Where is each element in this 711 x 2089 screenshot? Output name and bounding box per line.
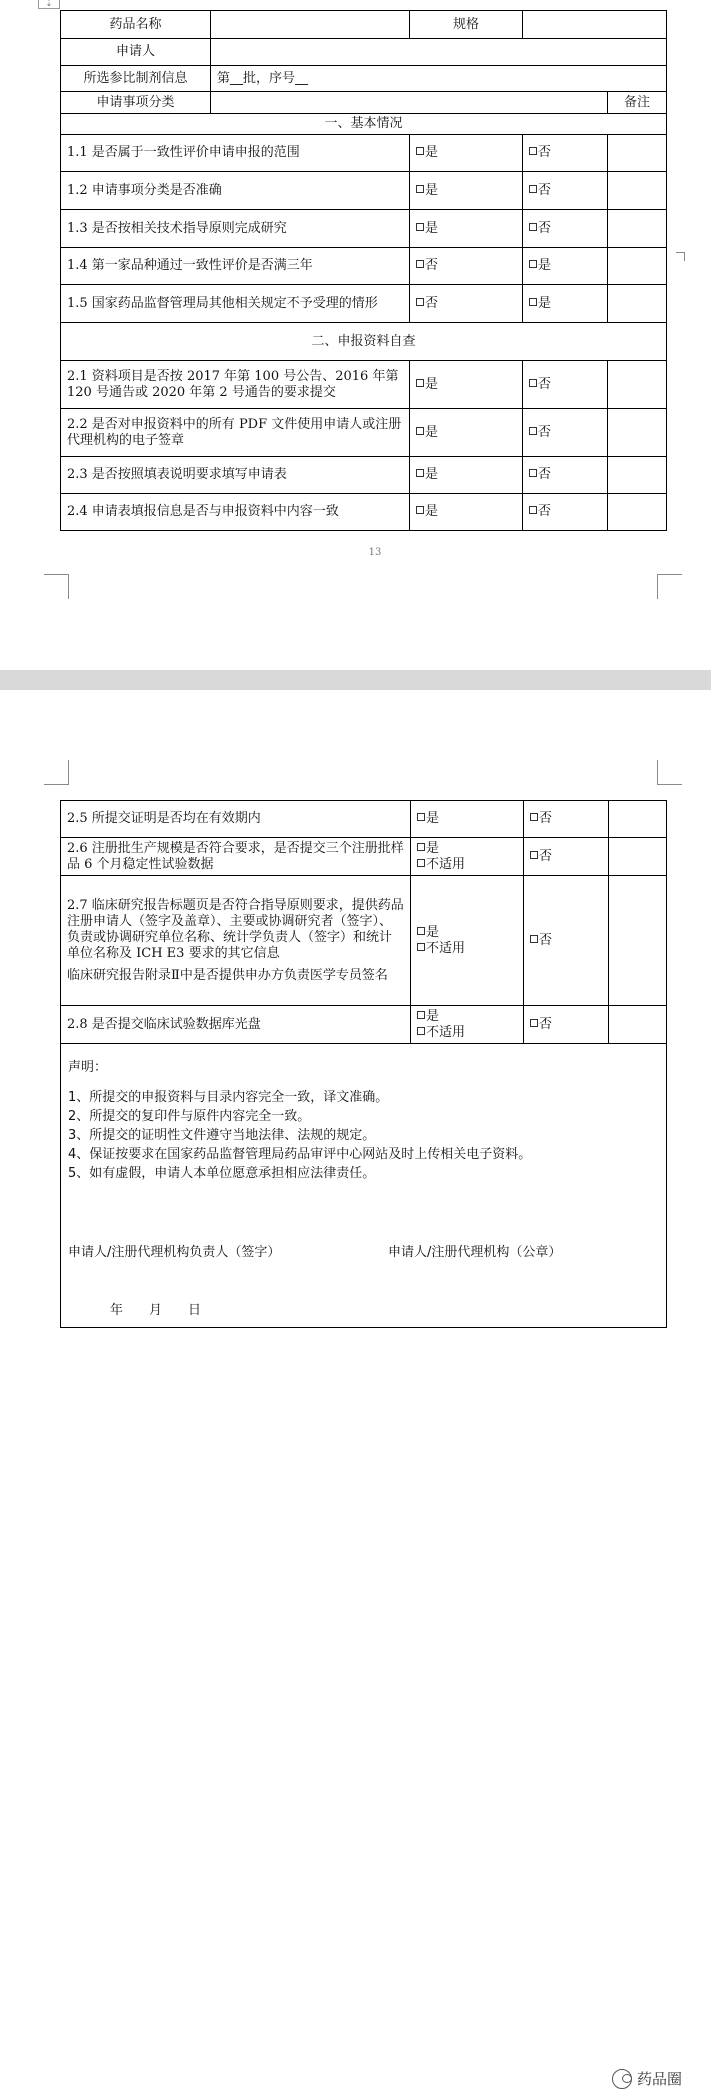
question-2-7-appendix: 临床研究报告附录Ⅱ中是否提供申办方负责医学专员签名 bbox=[67, 967, 388, 983]
question-2-4: 2.4 申请表填报信息是否与申报资料中内容一致 bbox=[61, 494, 410, 531]
checkbox-yes[interactable]: 是 bbox=[410, 457, 523, 494]
reference-label: 所选参比制剂信息 bbox=[61, 66, 211, 92]
crop-mark bbox=[44, 574, 69, 599]
checkbox-yes[interactable]: 是 bbox=[410, 409, 523, 457]
table-anchor-icon[interactable]: ⇣ bbox=[38, 0, 60, 9]
question-2-5: 2.5 所提交证明是否均在有效期内 bbox=[61, 801, 411, 838]
signature-label-right: 申请人/注册代理机构（公章） bbox=[388, 1245, 562, 1260]
crop-mark bbox=[657, 574, 682, 599]
checkbox-icon bbox=[416, 223, 424, 231]
declaration-item: 2、所提交的复印件与原件内容完全一致。 bbox=[68, 1109, 311, 1124]
checkbox-no[interactable]: 否 bbox=[524, 876, 609, 1006]
remark-cell[interactable] bbox=[608, 409, 667, 457]
question-1-5: 1.5 国家药品监督管理局其他相关规定不予受理的情形 bbox=[61, 285, 410, 323]
drug-name-value[interactable] bbox=[211, 11, 410, 39]
remark-cell[interactable] bbox=[609, 1006, 667, 1044]
checkbox-icon bbox=[530, 813, 538, 821]
watermark-text: 药品圈 bbox=[637, 2070, 683, 2088]
question-2-7-text: 2.7 临床研究报告标题页是否符合指导原则要求，提供药品注册申请人（签字及盖章）、主要或协调研究者（签字）、负责或协调研究单位名称、统计学负责人（签字）和统计单位名称及 ICH E3 要求的其它信息 bbox=[67, 897, 404, 961]
checkbox-icon bbox=[417, 843, 425, 851]
checkbox-icon bbox=[529, 223, 537, 231]
checkbox-icon bbox=[417, 943, 425, 951]
checkbox-icon bbox=[417, 859, 425, 867]
remark-cell[interactable] bbox=[609, 876, 667, 1006]
date-field[interactable]: 年 月 日 bbox=[110, 1303, 202, 1318]
checkbox-yes[interactable]: 是 bbox=[410, 361, 523, 409]
question-1-2: 1.2 申请事项分类是否准确 bbox=[61, 172, 410, 210]
remark-cell[interactable] bbox=[609, 801, 667, 838]
declaration-item: 5、如有虚假，申请人本单位愿意承担相应法律责任。 bbox=[68, 1166, 376, 1181]
checkbox-no[interactable]: 否 bbox=[523, 494, 608, 531]
section2-title: 二、申报资料自查 bbox=[61, 323, 667, 361]
applicant-value[interactable] bbox=[211, 39, 667, 66]
checkbox-no[interactable]: 否 bbox=[410, 248, 523, 285]
checkbox-no[interactable]: 否 bbox=[524, 1006, 609, 1044]
table-row bbox=[61, 409, 667, 457]
remark-cell[interactable] bbox=[608, 361, 667, 409]
table-row bbox=[61, 172, 667, 210]
checkbox-icon bbox=[529, 298, 537, 306]
table-row bbox=[61, 494, 667, 531]
crop-mark bbox=[676, 252, 685, 261]
spec-label: 规格 bbox=[410, 11, 523, 39]
watermark bbox=[612, 2068, 682, 2089]
signature-row bbox=[68, 1245, 659, 1265]
section1-title: 一、基本情况 bbox=[61, 114, 667, 135]
application-form-table-continued bbox=[60, 800, 667, 1328]
checkbox-icon bbox=[529, 506, 537, 514]
wechat-icon bbox=[612, 2069, 632, 2089]
table-row bbox=[61, 876, 667, 1006]
page-number: 13 bbox=[368, 547, 382, 558]
remark-cell[interactable] bbox=[608, 285, 667, 323]
crop-mark bbox=[44, 760, 69, 785]
checkbox-yes[interactable]: 是 bbox=[523, 285, 608, 323]
checkbox-no[interactable]: 否 bbox=[523, 135, 608, 172]
remark-cell[interactable] bbox=[608, 135, 667, 172]
table-row bbox=[61, 248, 667, 285]
remark-cell[interactable] bbox=[608, 494, 667, 531]
checkbox-icon bbox=[529, 185, 537, 193]
checkbox-icon bbox=[529, 469, 537, 477]
checkbox-icon bbox=[530, 1019, 538, 1027]
question-1-3: 1.3 是否按相关技术指导原则完成研究 bbox=[61, 210, 410, 248]
checkbox-icon bbox=[417, 1011, 425, 1019]
checkbox-yes[interactable]: 是 bbox=[410, 135, 523, 172]
category-label: 申请事项分类 bbox=[61, 92, 211, 114]
application-form-table bbox=[60, 10, 667, 531]
spec-value[interactable] bbox=[523, 11, 667, 39]
remark-cell[interactable] bbox=[608, 172, 667, 210]
checkbox-icon bbox=[416, 469, 424, 477]
remark-label: 备注 bbox=[608, 92, 667, 114]
category-value[interactable] bbox=[211, 92, 608, 114]
reference-value[interactable]: 第__批，序号__ bbox=[211, 66, 667, 92]
checkbox-icon bbox=[417, 927, 425, 935]
question-2-1: 2.1 资料项目是否按 2017 年第 100 号公告、2016 年第 120 号通告或 2020 年第 2 号通告的要求提交 bbox=[61, 361, 410, 409]
document-page-1 bbox=[0, 0, 711, 670]
checkbox-no[interactable]: 否 bbox=[524, 801, 609, 838]
checkbox-icon bbox=[529, 379, 537, 387]
remark-cell[interactable] bbox=[608, 210, 667, 248]
checkbox-icon bbox=[529, 260, 537, 268]
checkbox-icon bbox=[416, 298, 424, 306]
remark-cell[interactable] bbox=[608, 248, 667, 285]
checkbox-icon bbox=[416, 427, 424, 435]
checkbox-group[interactable]: 是 不适用 bbox=[411, 1006, 524, 1044]
crop-mark bbox=[657, 760, 682, 785]
declaration-cell bbox=[61, 1044, 667, 1328]
checkbox-icon bbox=[529, 427, 537, 435]
drug-name-label: 药品名称 bbox=[61, 11, 211, 39]
checkbox-icon bbox=[416, 147, 424, 155]
checkbox-yes[interactable]: 是 bbox=[523, 248, 608, 285]
checkbox-no[interactable]: 否 bbox=[523, 361, 608, 409]
checkbox-no[interactable]: 否 bbox=[523, 172, 608, 210]
checkbox-icon bbox=[416, 379, 424, 387]
declaration-row bbox=[61, 1044, 667, 1328]
checkbox-no[interactable]: 否 bbox=[523, 457, 608, 494]
applicant-label: 申请人 bbox=[61, 39, 211, 66]
table-row bbox=[61, 285, 667, 323]
checkbox-icon bbox=[416, 260, 424, 268]
checkbox-icon bbox=[417, 813, 425, 821]
remark-cell[interactable] bbox=[608, 457, 667, 494]
table-row bbox=[61, 361, 667, 409]
declaration-item: 4、保证按要求在国家药品监督管理局药品审评中心网站及时上传相关电子资料。 bbox=[68, 1147, 532, 1162]
question-1-4: 1.4 第一家品种通过一致性评价是否满三年 bbox=[61, 248, 410, 285]
checkbox-no[interactable]: 否 bbox=[410, 285, 523, 323]
question-2-2: 2.2 是否对申报资料中的所有 PDF 文件使用申请人或注册代理机构的电子签章 bbox=[61, 409, 410, 457]
question-2-8: 2.8 是否提交临床试验数据库光盘 bbox=[61, 1006, 411, 1044]
checkbox-icon bbox=[529, 147, 537, 155]
question-2-7 bbox=[61, 876, 411, 1006]
checkbox-group[interactable]: 是 不适用 bbox=[411, 838, 524, 876]
checkbox-yes[interactable]: 是 bbox=[410, 494, 523, 531]
checkbox-icon bbox=[530, 935, 538, 943]
remark-cell[interactable] bbox=[609, 838, 667, 876]
checkbox-icon bbox=[416, 506, 424, 514]
checkbox-group[interactable]: 是 不适用 bbox=[411, 876, 524, 1006]
checkbox-yes[interactable]: 是 bbox=[410, 210, 523, 248]
table-row bbox=[61, 210, 667, 248]
question-2-6: 2.6 注册批生产规模是否符合要求，是否提交三个注册批样品 6 个月稳定性试验数据 bbox=[61, 838, 411, 876]
table-row bbox=[61, 135, 667, 172]
document-page-2 bbox=[0, 690, 711, 2088]
table-row bbox=[61, 1006, 667, 1044]
signature-label-left: 申请人/注册代理机构负责人（签字） bbox=[68, 1245, 281, 1260]
checkbox-icon bbox=[416, 185, 424, 193]
table-row bbox=[61, 801, 667, 838]
checkbox-yes[interactable]: 是 bbox=[411, 801, 524, 838]
table-row bbox=[61, 457, 667, 494]
table-row bbox=[61, 838, 667, 876]
checkbox-yes[interactable]: 是 bbox=[410, 172, 523, 210]
checkbox-no[interactable]: 否 bbox=[524, 838, 609, 876]
page-separator bbox=[0, 670, 711, 690]
declaration-title: 声明： bbox=[68, 1060, 108, 1075]
checkbox-icon bbox=[530, 851, 538, 859]
question-2-3: 2.3 是否按照填表说明要求填写申请表 bbox=[61, 457, 410, 494]
checkbox-no[interactable]: 否 bbox=[523, 409, 608, 457]
checkbox-no[interactable]: 否 bbox=[523, 210, 608, 248]
question-1-1: 1.1 是否属于一致性评价申请申报的范围 bbox=[61, 135, 410, 172]
declaration-item: 3、所提交的证明性文件遵守当地法律、法规的规定。 bbox=[68, 1128, 376, 1143]
declaration-item: 1、所提交的申报资料与目录内容完全一致，译文准确。 bbox=[68, 1090, 389, 1105]
checkbox-icon bbox=[417, 1027, 425, 1035]
